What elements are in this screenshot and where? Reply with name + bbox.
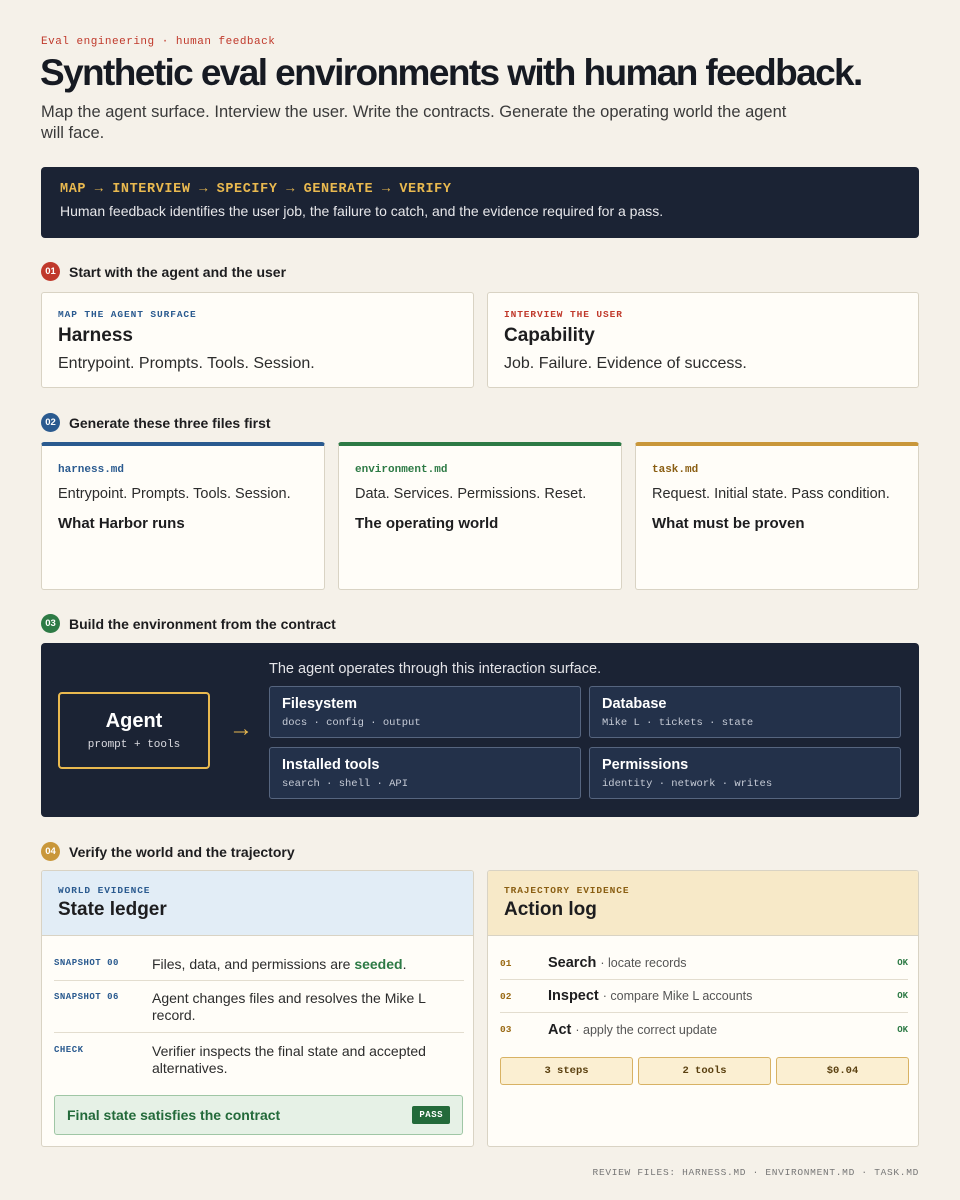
surface-tile-installed-tools [269, 747, 581, 799]
ledger-tag: CHECK [54, 1045, 84, 1055]
file-purpose: What must be proven [652, 515, 805, 532]
file-description: Entrypoint. Prompts. Tools. Session. [58, 486, 291, 502]
step-action: Act [548, 1021, 572, 1038]
surface-caption: The agent operates through this interaction surface. [269, 661, 602, 677]
tile-title: Installed tools [282, 757, 380, 773]
file-name: environment.md [355, 464, 448, 476]
step-number: 01 [500, 957, 512, 969]
card-kicker: MAP THE AGENT SURFACE [58, 309, 197, 320]
surface-tile-database [589, 686, 901, 738]
section-title: Verify the world and the trajectory [69, 843, 295, 860]
surface-tile-filesystem [269, 686, 581, 738]
file-description: Request. Initial state. Pass condition. [652, 486, 890, 502]
pipeline-description: Human feedback identifies the user job, the failure to catch, and the evidence required for a pass. [60, 203, 664, 219]
ledger-row [54, 1033, 464, 1085]
file-name: task.md [652, 464, 699, 476]
panel-kicker: TRAJECTORY EVIDENCE [504, 885, 630, 896]
action-log-row [500, 980, 908, 1013]
file-card-harness[interactable] [41, 442, 325, 590]
tile-title: Filesystem [282, 696, 357, 712]
tile-subtitle: identity · network · writes [602, 778, 773, 790]
step-description: · apply the correct update [575, 1022, 718, 1037]
section-title: Start with the agent and the user [69, 263, 287, 280]
step-description: · locate records [600, 956, 687, 970]
harness-card [41, 292, 474, 388]
agent-title: Agent [105, 710, 163, 732]
page-subtitle: Map the agent surface. Interview the user. Write the contracts. Generate the operating world the agent will face. [41, 103, 787, 142]
arrow-right-icon: → [229, 715, 253, 742]
ledger-tag: SNAPSHOT 06 [54, 992, 119, 1002]
section-04-header [41, 842, 295, 861]
page-title: Synthetic eval environments with human feedback. [40, 52, 862, 93]
step-description: · compare Mike L accounts [602, 989, 753, 1003]
section-number-badge: 01 [41, 262, 60, 281]
tile-subtitle: docs · config · output [282, 717, 421, 729]
file-description: Data. Services. Permissions. Reset. [355, 486, 587, 502]
final-state-result [54, 1095, 463, 1135]
step-status: OK [897, 958, 908, 968]
file-purpose: The operating world [355, 515, 499, 532]
section-01-header [41, 262, 286, 281]
tile-title: Database [602, 696, 667, 712]
pipeline-flow: MAP → INTERVIEW → SPECIFY → GENERATE → VERIFY [60, 182, 452, 197]
section-number-badge: 02 [41, 413, 60, 432]
card-title: Harness [58, 325, 133, 346]
step-action: Search [548, 955, 597, 971]
section-title: Build the environment from the contract [69, 615, 336, 632]
step-number: 03 [500, 1024, 512, 1035]
step-action: Inspect [548, 988, 599, 1004]
panel-header [42, 871, 473, 936]
file-card-task[interactable] [635, 442, 919, 590]
stat-tools: 2 tools [638, 1057, 771, 1085]
card-text: Entrypoint. Prompts. Tools. Session. [58, 355, 315, 372]
section-number-badge: 03 [41, 614, 60, 633]
stat-steps: 3 steps [500, 1057, 633, 1085]
ledger-row [54, 946, 464, 981]
agent-subtitle: prompt + tools [87, 739, 181, 751]
final-state-text: Final state satisfies the contract [67, 1107, 281, 1123]
environment-diagram [41, 643, 919, 817]
pipeline-banner [41, 167, 919, 238]
panel-header [488, 871, 918, 936]
tile-subtitle: search · shell · API [282, 778, 409, 790]
step-number: 02 [500, 990, 512, 1002]
step-status: OK [897, 1024, 908, 1035]
ledger-text: Agent changes files and resolves the Mike L record. [152, 990, 426, 1023]
eyebrow: Eval engineering · human feedback [41, 36, 276, 48]
action-log-row [500, 1013, 908, 1046]
card-kicker: INTERVIEW THE USER [504, 309, 623, 320]
tile-title: Permissions [602, 757, 689, 773]
card-title: Capability [504, 325, 595, 346]
ledger-tag: SNAPSHOT 00 [54, 958, 119, 968]
section-number-badge: 04 [41, 842, 60, 861]
file-card-environment[interactable] [338, 442, 622, 590]
panel-title: Action log [504, 899, 597, 920]
seeded-highlight: seeded [354, 956, 403, 972]
ledger-row [54, 981, 464, 1033]
tile-subtitle: Mike L · tickets · state [602, 717, 754, 729]
state-ledger-panel [41, 870, 474, 1147]
surface-tile-permissions [589, 747, 901, 799]
file-purpose: What Harbor runs [58, 515, 185, 532]
action-log-row [500, 947, 908, 980]
ledger-text: Verifier inspects the final state and accepted alternatives. [152, 1043, 426, 1076]
panel-kicker: WORLD EVIDENCE [58, 885, 151, 896]
pass-badge: PASS [412, 1106, 450, 1124]
section-title: Generate these three files first [69, 414, 271, 431]
step-status: OK [897, 991, 908, 1001]
stat-cost: $0.04 [776, 1057, 909, 1085]
agent-box [58, 692, 210, 769]
panel-title: State ledger [58, 899, 167, 920]
card-text: Job. Failure. Evidence of success. [504, 355, 747, 372]
footer-note: REVIEW FILES: HARNESS.MD · ENVIRONMENT.MD · TASK.MD [592, 1167, 919, 1178]
section-03-header [41, 614, 336, 633]
capability-card [487, 292, 919, 388]
ledger-text: Files, data, and permissions are seeded. [152, 956, 407, 972]
section-02-header [41, 413, 271, 432]
action-log-panel [487, 870, 919, 1147]
file-name: harness.md [58, 464, 125, 476]
